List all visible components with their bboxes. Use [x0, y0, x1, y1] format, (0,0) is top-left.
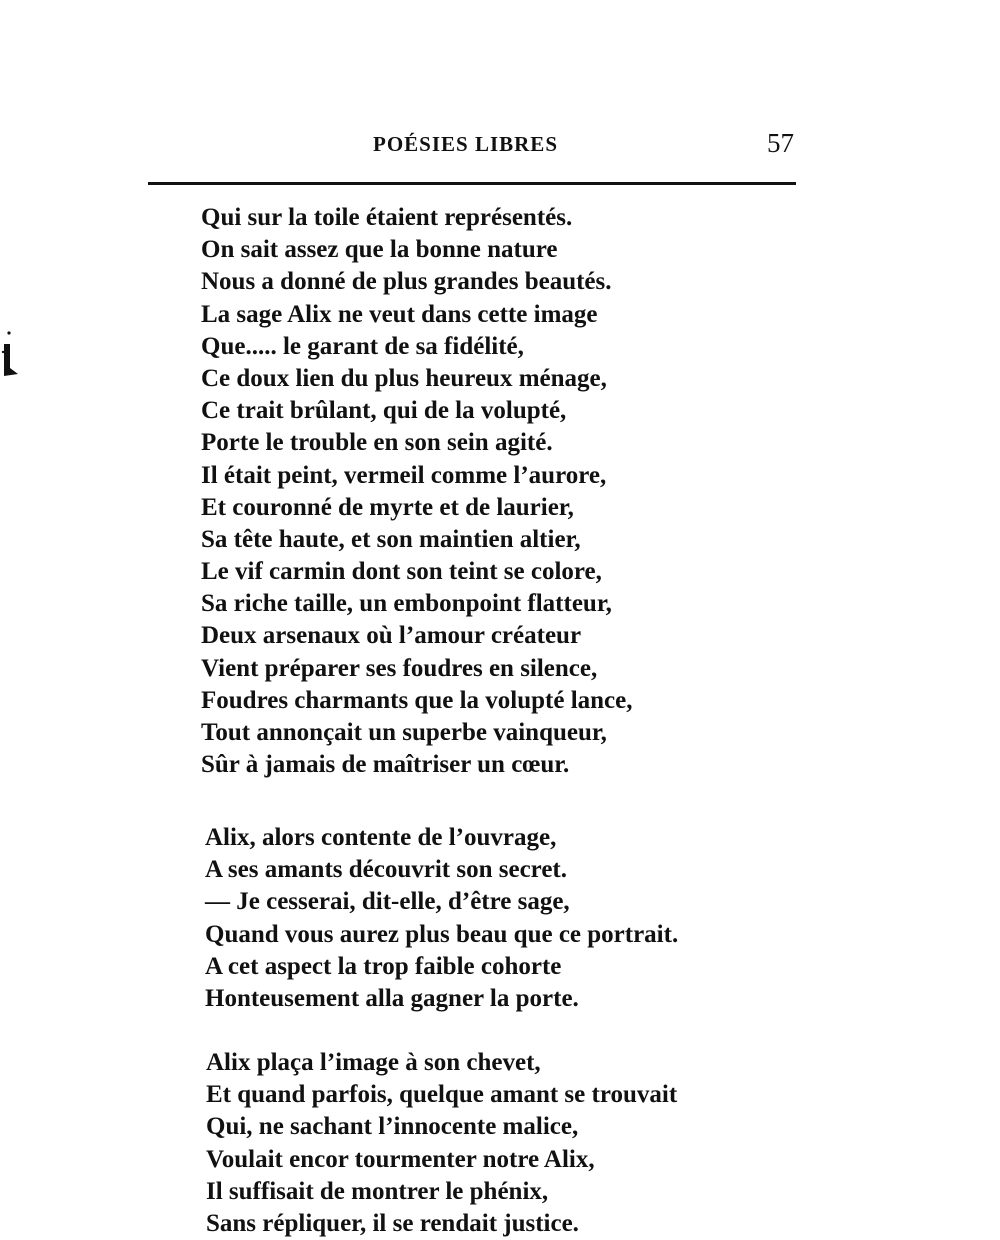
verse-line: A ses amants découvrit son secret.	[205, 856, 567, 884]
verse-line: A cet aspect la trop faible cohorte	[205, 952, 562, 980]
verse-line: Porte le trouble en son sein agité.	[201, 429, 553, 457]
verse-line: Deux arsenaux où l’amour créateur	[201, 622, 582, 650]
verse-line: On sait assez que la bonne nature	[201, 236, 558, 264]
verse-line: Et quand parfois, quelque amant se trouvait	[206, 1081, 678, 1109]
verse-line: Quand vous aurez plus beau que ce portrait.	[205, 920, 679, 948]
margin-ink-mark	[0, 330, 24, 380]
verse-line: La sage Alix ne veut dans cette image	[201, 300, 598, 328]
verse-line: Qui sur la toile étaient représentés.	[201, 204, 573, 231]
verse-line: Alix, alors contente de l’ouvrage,	[205, 824, 557, 851]
verse-line: Nous a donné de plus grandes beautés.	[201, 268, 612, 296]
verse-line: Sans répliquer, il se rendait justice.	[206, 1209, 579, 1237]
verse-line: Tout annonçait un superbe vainqueur,	[201, 719, 607, 746]
verse-line: Et couronné de myrte et de laurier,	[201, 493, 574, 521]
verse-line: Il était peint, vermeil comme l’aurore,	[201, 461, 607, 489]
verse-line: Vient préparer ses foudres en silence,	[201, 654, 598, 682]
page-number: 57	[767, 128, 794, 158]
verse-line: Que..... le garant de sa fidélité,	[201, 332, 524, 360]
verse-line: Il suffisait de montrer le phénix,	[206, 1177, 549, 1205]
stanza-2	[205, 822, 678, 1015]
verse-line: Foudres charmants que la volupté lance,	[201, 686, 633, 714]
verse-line: Honteusement alla gagner la porte.	[205, 984, 579, 1012]
verse-line: Qui, ne sachant l’innocente malice,	[206, 1113, 579, 1141]
verse-line: — Je cesserai, dit-elle, d’être sage,	[205, 888, 570, 916]
stanza-3	[206, 1047, 677, 1240]
running-title: POÉSIES LIBRES	[373, 132, 558, 156]
running-head	[148, 128, 796, 162]
verse-line: Sa riche taille, un embonpoint flatteur,	[201, 590, 612, 618]
verse-line: Alix plaça l’image à son chevet,	[206, 1049, 541, 1076]
verse-line: Ce trait brûlant, qui de la volupté,	[201, 397, 567, 425]
verse-line: Voulait encor tourmenter notre Alix,	[206, 1145, 595, 1173]
verse-line: Ce doux lien du plus heureux ménage,	[201, 364, 607, 392]
verse-line: Sûr à jamais de maîtriser un cœur.	[201, 751, 570, 779]
stanza-1	[201, 202, 633, 781]
verse-line: Le vif carmin dont son teint se colore,	[201, 558, 602, 586]
header-rule	[148, 182, 796, 185]
verse-line: Sa tête haute, et son maintien altier,	[201, 525, 581, 553]
